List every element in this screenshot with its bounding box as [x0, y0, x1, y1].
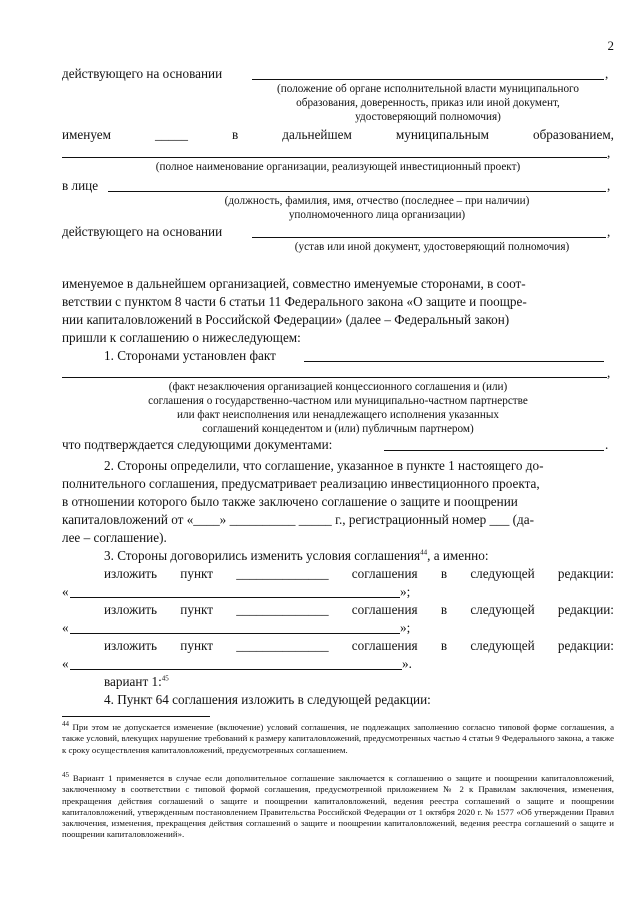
basis-comma: ,	[605, 66, 609, 81]
org-name-blank	[62, 157, 607, 158]
p2-line: капиталовложений от «____» __________ _____ г., регистрационный номер ___ (да-	[62, 512, 534, 527]
edit-blank-3	[70, 669, 402, 670]
p3-text: 3. Стороны договорились изменить условия соглашения$^{44}$, а именно:	[104, 548, 489, 563]
named-word: _____	[154, 127, 188, 142]
intro-line: пришли к соглашению о нижеследующем:	[62, 330, 301, 345]
caption-authority-2: образования, доверенность, приказ или иной документ,	[296, 97, 560, 109]
p2-line: лее – соглашение).	[62, 530, 167, 545]
close-quote: »;	[400, 620, 411, 635]
footnote-ref-45: 45	[161, 674, 169, 683]
fact-blank-2	[62, 377, 607, 378]
edit-row-3: изложить пункт ______________ соглашения в следующей редакции:	[104, 638, 614, 653]
close-quote: ».	[402, 656, 412, 671]
footnote-ref-44: 44	[420, 548, 428, 557]
caption-charter: (устав или иной документ, удостоверяющий полномочия)	[294, 241, 570, 253]
face-label: в лице	[62, 178, 99, 193]
caption-authority-3: удостоверяющий полномочия)	[355, 111, 501, 123]
footnote-45: $^{45}$ Вариант 1 применяется в случае если дополнительное соглашение заключается к соглашению о защите и поощрении капиталовложений, заключенному в соответствии с типовой формой соглашения, предусмотренной приложением № 2 к Правилам заключения, изменения, прекращения действия соглашений о защите и поощрении капиталовложений, ведения реестра соглашений о защите и поощрении капиталовложений, утвержденным постановлением Правительства Российской Федерации от 1 октября 2020 г. № 1577 «Об утверждении Правил заключения, изменения, прекращения действия соглашений о защите и поощрении капиталовложений, ведения реестра соглашений о защите и поощрении капиталовложений».	[62, 771, 614, 840]
named-word: муниципальным	[395, 127, 489, 142]
fact-comma: ,	[607, 365, 611, 380]
p2-line: 2. Стороны определили, что соглашение, указанное в пункте 1 настоящего до-	[104, 458, 544, 473]
page-number: 2	[607, 38, 614, 53]
close-quote: »;	[400, 584, 411, 599]
named-word: именуем	[62, 127, 111, 142]
footnote-44: $^{44}$ При этом не допускается изменение (включение) условий соглашения, не подлежащих заполнению согласно типовой форме соглашения, а также условий, влекущих нарушение требований к размеру капиталовложений, предусмотренных частью 4 статьи 9 Федерального закона, а также к сроку осуществления капиталовложений, предусмотренных соглашением.	[62, 720, 614, 755]
edit-blank-2	[70, 633, 400, 634]
intro-line: именуемое в дальнейшем организацией, совместно именуемые сторонами, в соот-	[62, 276, 526, 291]
confirm-blank	[384, 450, 604, 451]
org-name-comma: ,	[607, 145, 611, 160]
confirm-dot: .	[605, 437, 609, 452]
basis-blank	[252, 79, 604, 80]
named-word: в	[231, 127, 239, 142]
basis2-comma: ,	[607, 224, 611, 239]
caption-fact-1: (факт незаключения организацией концессионного соглашения и (или)	[168, 381, 508, 393]
intro-line: ветствии с пунктом 8 части 6 статьи 11 Федерального закона «О защите и поощре-	[62, 294, 527, 309]
caption-fact-3: или факт неисполнения или ненадлежащего исполнения указанных	[177, 409, 499, 421]
basis-label: действующего на основании	[62, 66, 223, 81]
basis2-label: действующего на основании	[62, 224, 223, 239]
open-quote: «	[62, 584, 69, 599]
footnote-separator	[62, 716, 210, 717]
named-word: дальнейшем	[282, 127, 352, 142]
intro-line: нии капиталовложений в Российской Федерации» (далее – Федеральный закон)	[62, 312, 510, 327]
confirm-label: что подтверждается следующими документами:	[62, 437, 333, 452]
p4-text: 4. Пункт 64 соглашения изложить в следующей редакции:	[104, 692, 431, 707]
caption-fact-2: соглашения о государственно-частном или муниципально-частном партнерстве	[148, 395, 528, 407]
edit-row-1: изложить пункт ______________ соглашения в следующей редакции:	[104, 566, 614, 581]
face-comma: ,	[607, 178, 611, 193]
caption-fact-4: соглашений концедентом и (или) публичным партнером)	[202, 423, 474, 435]
variant-label: вариант 1:$^{45}$	[104, 674, 169, 689]
p1-label: 1. Сторонами установлен факт	[104, 348, 276, 363]
caption-authority-1: (положение об органе исполнительной власти муниципального	[277, 83, 579, 95]
edit-blank-1	[70, 597, 400, 598]
named-word: образованием,	[532, 127, 614, 142]
face-blank	[108, 191, 606, 192]
p2-line: полнительного соглашения, предусматривает реализацию инвестиционного проекта,	[62, 476, 540, 491]
p2-line: в отношении которого было также заключено соглашение о защите и поощрении	[62, 494, 518, 509]
caption-person-1: (должность, фамилия, имя, отчество (последнее – при наличии)	[224, 195, 530, 207]
named-line	[62, 127, 614, 143]
fact-blank-1	[304, 361, 604, 362]
edit-row-2: изложить пункт ______________ соглашения в следующей редакции:	[104, 602, 614, 617]
open-quote: «	[62, 620, 69, 635]
caption-person-2: уполномоченного лица организации)	[288, 209, 466, 221]
caption-org-name: (полное наименование организации, реализующей инвестиционный проект)	[155, 161, 521, 173]
open-quote: «	[62, 656, 69, 671]
basis2-blank	[252, 237, 606, 238]
